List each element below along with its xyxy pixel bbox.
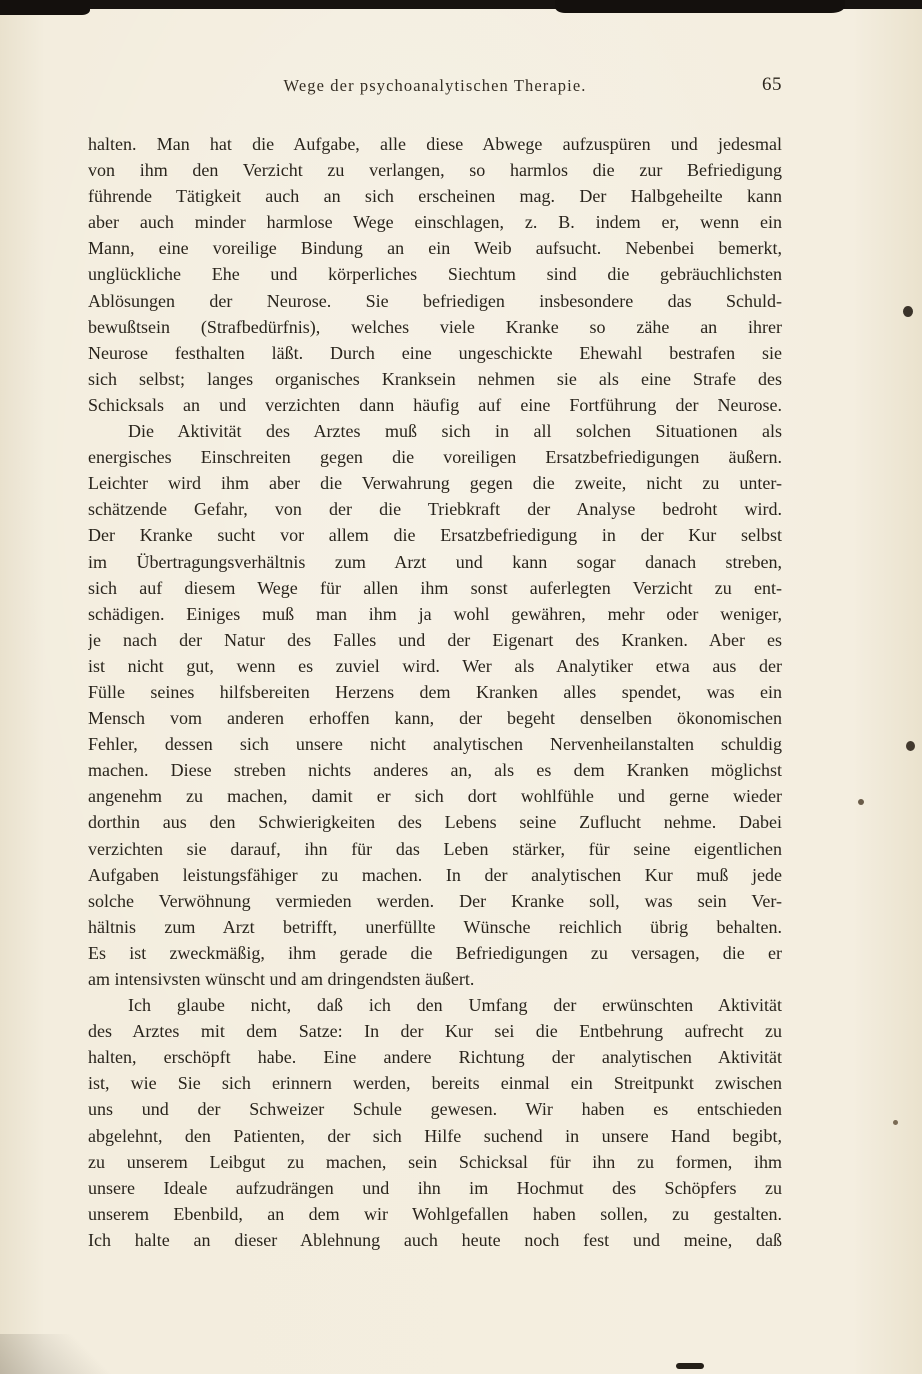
text-line: schätzende Gefahr, von der die Triebkraft der Analyse bedroht wird. <box>88 499 782 520</box>
text-line: Ich halte an dieser Ablehnung auch heute noch fest und meine, daß <box>88 1229 782 1250</box>
text-line: bewußtsein (Strafbedürfnis), welches viele Kranke so zähe an ihrer <box>88 316 782 337</box>
text-line: zu unserem Leibgut zu machen, sein Schicksal für ihn zu formen, ihm <box>88 1151 782 1172</box>
scan-artifact-speck <box>893 1120 898 1125</box>
text-line: Neurose festhalten läßt. Durch eine ungeschickte Ehewahl bestrafen sie <box>88 342 782 363</box>
paragraph <box>88 992 782 1253</box>
text-line: Fülle seines hilfsbereiten Herzens dem Kranken alles spendet, was ein <box>88 681 782 702</box>
paragraph <box>88 418 782 992</box>
text-line: schädigen. Einiges muß man ihm ja wohl gewähren, mehr oder weniger, <box>88 603 782 624</box>
text-line: verzichten sie darauf, ihn für das Leben stärker, für seine eigentlichen <box>88 838 782 859</box>
text-line: energisches Einschreiten gegen die voreiligen Ersatzbefriedigungen äußern. <box>88 447 782 468</box>
text-line: hältnis zum Arzt betrifft, unerfüllte Wünsche reichlich übrig behalten. <box>88 916 782 937</box>
text-line: von ihm den Verzicht zu verlangen, so harmlos die zur Befriedigung <box>88 160 782 181</box>
text-line: des Arztes mit dem Satze: In der Kur sei die Entbehrung aufrecht zu <box>88 1021 782 1042</box>
text-line: Die Aktivität des Arztes muß sich in all solchen Situationen als <box>128 421 782 442</box>
text-line: aber auch minder harmlose Wege einschlagen, z. B. indem er, wenn ein <box>88 212 782 233</box>
scan-artifact-top-right-edge <box>555 0 845 13</box>
text-line: Aufgaben leistungsfähiger zu machen. In der analytischen Kur muß jede <box>88 864 782 885</box>
text-line: führende Tätigkeit auch an sich erscheinen mag. Der Halbgeheilte kann <box>88 186 782 207</box>
text-line: Ich glaube nicht, daß ich den Umfang der erwünschten Aktivität <box>128 995 782 1016</box>
scan-artifact-speck <box>903 306 913 317</box>
scan-artifact-corner-shade <box>0 1334 120 1374</box>
page-number: 65 <box>762 74 782 95</box>
paragraph <box>88 131 782 418</box>
text-line: im Übertragungsverhältnis zum Arzt und kann sogar danach streben, <box>88 551 782 572</box>
text-line: ist, wie Sie sich erinnern werden, bereits einmal ein Streitpunkt zwischen <box>88 1073 782 1094</box>
running-header <box>88 76 782 100</box>
text-line: Mensch vom anderen erhoffen kann, der begeht denselben ökonomischen <box>88 708 782 729</box>
text-line: sich auf diesem Wege für allen ihm sonst auferlegten Verzicht zu ent- <box>88 577 782 598</box>
text-line: am intensivsten wünscht und am dringendsten äußert. <box>88 969 475 989</box>
text-line: halten. Man hat die Aufgabe, alle diese Abwege aufzuspüren und jedesmal <box>88 134 782 154</box>
text-line: machen. Diese streben nichts anderes an, als es dem Kranken möglichst <box>88 760 782 781</box>
text-line: je nach der Natur des Falles und der Eigenart des Kranken. Aber es <box>88 629 782 650</box>
scan-artifact-speck <box>676 1363 704 1369</box>
text-line: abgelehnt, den Patienten, der sich Hilfe suchend in unsere Hand begibt, <box>88 1125 782 1146</box>
text-line: Schicksals an und verzichten dann häufig auf eine Fortführung der Neurose. <box>88 394 782 415</box>
text-line: unsere Ideale aufzudrängen und ihn im Hochmut des Schöpfers zu <box>88 1177 782 1198</box>
text-line: unglückliche Ehe und körperliches Siechtum sind die gebräuchlichsten <box>88 264 782 285</box>
scan-artifact-speck <box>906 741 915 751</box>
text-line: halten, erschöpft habe. Eine andere Richtung der analytischen Aktivität <box>88 1047 782 1068</box>
page-text-body <box>88 131 782 1253</box>
text-line: dorthin aus den Schwierigkeiten des Lebens seine Zuflucht nehme. Dabei <box>88 812 782 833</box>
text-line: Fehler, dessen sich unsere nicht analytischen Nervenheilanstalten schuldig <box>88 734 782 755</box>
scan-artifact-speck <box>858 799 864 805</box>
text-line: angenehm zu machen, damit er sich dort wohlfühle und gerne wieder <box>88 786 782 807</box>
text-line: Leichter wird ihm aber die Verwahrung gegen die zweite, nicht zu unter- <box>88 473 782 494</box>
text-line: Es ist zweckmäßig, ihm gerade die Befriedigungen zu versagen, die er <box>88 942 782 963</box>
text-line: uns und der Schweizer Schule gewesen. Wir haben es entschieden <box>88 1099 782 1120</box>
text-line: Ablösungen der Neurose. Sie befriedigen insbesondere das Schuld- <box>88 290 782 311</box>
text-line: sich selbst; langes organisches Kranksein nehmen sie als eine Strafe des <box>88 368 782 389</box>
text-line: solche Verwöhnung vermieden werden. Der Kranke soll, was sein Ver- <box>88 890 782 911</box>
text-line: unserem Ebenbild, an dem wir Wohlgefallen haben sollen, zu gestalten. <box>88 1203 782 1224</box>
text-line: ist nicht gut, wenn es zuviel wird. Wer als Analytiker etwa aus der <box>88 655 782 676</box>
scan-artifact-top-left-corner <box>0 0 90 15</box>
text-line: Mann, eine voreilige Bindung an ein Weib aufsucht. Nebenbei bemerkt, <box>88 238 782 259</box>
text-line: Der Kranke sucht vor allem die Ersatzbefriedigung in der Kur selbst <box>88 525 782 546</box>
running-header-title: Wege der psychoanalytischen Therapie. <box>283 76 587 95</box>
